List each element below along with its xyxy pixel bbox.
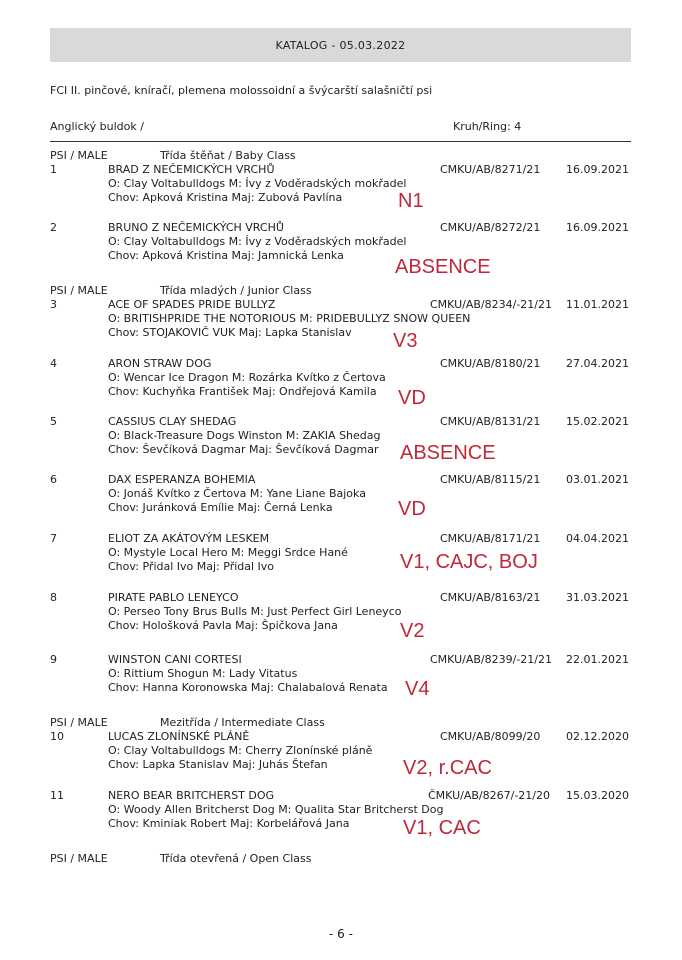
class-sex-label: PSI / MALE: [50, 852, 108, 865]
breeder-owner: Chov: Kminiak Robert Maj: Korbelářová Jana: [108, 817, 350, 830]
birth-date: 27.04.2021: [566, 357, 629, 370]
breeder-owner: Chov: Ševčíková Dagmar Maj: Ševčíková Dagmar: [108, 443, 379, 456]
page-number: - 6 -: [329, 927, 353, 941]
birth-date: 15.02.2021: [566, 415, 629, 428]
entry-number: 2: [50, 221, 57, 234]
breeder-owner: Chov: Apková Kristina Maj: Zubová Pavlína: [108, 191, 343, 204]
entry-number: 8: [50, 591, 57, 604]
catalog-header: [50, 28, 631, 62]
breeder-owner: Chov: Hološková Pavla Maj: Špičkova Jana: [108, 619, 338, 632]
birth-date: 16.09.2021: [566, 221, 629, 234]
birth-date: 15.03.2020: [566, 789, 629, 802]
judging-result: VD: [398, 387, 426, 409]
section-title: FCI II. pinčové, kníračí, plemena molossoidní a švýcarští salašničtí psi: [50, 84, 433, 97]
judging-result: VD: [398, 498, 426, 520]
class-sex-label: PSI / MALE: [50, 716, 108, 729]
entry-number: 4: [50, 357, 57, 370]
birth-date: 11.01.2021: [566, 298, 629, 311]
parents: O: Clay Voltabulldogs M: Ívy z Voděradských mokřadel: [108, 235, 407, 248]
entry-number: 6: [50, 473, 57, 486]
parents: O: Wencar Ice Dragon M: Rozárka Kvítko z Čertova: [108, 371, 386, 384]
dog-name: ELIOT ZA AKÁTOVÝM LESKEM: [108, 532, 270, 545]
class-sex-label: PSI / MALE: [50, 149, 108, 162]
dog-name: BRUNO Z NEČEMICKÝCH VRCHŮ: [108, 221, 284, 234]
breeder-owner: Chov: Lapka Stanislav Maj: Juhás Štefan: [108, 758, 328, 771]
registration-number: CMKU/AB/8115/21: [440, 473, 541, 486]
judging-result: V1, CAC: [403, 817, 481, 839]
judging-result: V2, r.CAC: [403, 757, 492, 779]
birth-date: 04.04.2021: [566, 532, 629, 545]
parents: O: Black-Treasure Dogs Winston M: ZAKIA Shedag: [108, 429, 381, 442]
parents: O: BRITISHPRIDE THE NOTORIOUS M: PRIDEBULLYZ SNOW QUEEN: [108, 312, 471, 325]
judging-result: V2: [400, 620, 425, 642]
registration-number: ČMKU/AB/8267/-21/20: [428, 789, 550, 802]
class-name: Třída otevřená / Open Class: [160, 852, 312, 865]
dog-name: BRAD Z NEČEMICKÝCH VRCHŮ: [108, 163, 275, 176]
registration-number: CMKU/AB/8180/21: [440, 357, 541, 370]
breeder-owner: Chov: Přidal Ivo Maj: Přidal Ivo: [108, 560, 275, 573]
parents: O: Clay Voltabulldogs M: Ívy z Voděradských mokřadel: [108, 177, 407, 190]
breeder-owner: Chov: STOJAKOVIČ VUK Maj: Lapka Stanislav: [108, 326, 352, 339]
breeder-owner: Chov: Juránková Emílie Maj: Černá Lenka: [108, 501, 333, 514]
registration-number: CMKU/AB/8272/21: [440, 221, 541, 234]
birth-date: 16.09.2021: [566, 163, 629, 176]
registration-number: CMKU/AB/8131/21: [440, 415, 541, 428]
entry-number: 5: [50, 415, 57, 428]
birth-date: 22.01.2021: [566, 653, 629, 666]
parents: O: Woody Allen Britcherst Dog M: Qualita Star Britcherst Dog: [108, 803, 444, 816]
parents: O: Clay Voltabulldogs M: Cherry Zlonínské pláně: [108, 744, 373, 757]
birth-date: 02.12.2020: [566, 730, 629, 743]
parents: O: Mystyle Local Hero M: Meggi Srdce Hané: [108, 546, 348, 559]
parents: O: Perseo Tony Brus Bulls M: Just Perfect Girl Leneyco: [108, 605, 402, 618]
judging-result: N1: [398, 190, 424, 212]
judging-result: V1, CAJC, BOJ: [400, 551, 538, 573]
breeder-owner: Chov: Kuchyňka František Maj: Ondřejová Kamila: [108, 385, 377, 398]
judging-result: ABSENCE: [395, 256, 491, 278]
registration-number: CMKU/AB/8163/21: [440, 591, 541, 604]
breeder-owner: Chov: Apková Kristina Maj: Jamnická Lenka: [108, 249, 344, 262]
dog-name: PIRATE PABLO LENEYCO: [108, 591, 239, 604]
dog-name: ARON STRAW DOG: [108, 357, 212, 370]
entry-number: 11: [50, 789, 64, 802]
breeder-owner: Chov: Hanna Koronowska Maj: Chalabalová Renata: [108, 681, 388, 694]
entry-number: 3: [50, 298, 57, 311]
catalog-title: KATALOG - 05.03.2022: [275, 38, 406, 52]
judging-result: V3: [393, 330, 418, 352]
parents: O: Jonáš Kvítko z Čertova M: Yane Liane Bajoka: [108, 487, 366, 500]
birth-date: 31.03.2021: [566, 591, 629, 604]
dog-name: DAX ESPERANZA BOHEMIA: [108, 473, 256, 486]
dog-name: WINSTON CANI CORTESI: [108, 653, 242, 666]
class-name: Třída štěňat / Baby Class: [160, 149, 296, 162]
registration-number: CMKU/AB/8271/21: [440, 163, 541, 176]
parents: O: Rittium Shogun M: Lady Vitatus: [108, 667, 298, 680]
dog-name: ACE OF SPADES PRIDE BULLYZ: [108, 298, 276, 311]
judging-result: ABSENCE: [400, 442, 496, 464]
class-sex-label: PSI / MALE: [50, 284, 108, 297]
entry-number: 7: [50, 532, 57, 545]
dog-name: CASSIUS CLAY SHEDAG: [108, 415, 237, 428]
registration-number: CMKU/AB/8234/-21/21: [430, 298, 552, 311]
ring-label: Kruh/Ring: 4: [453, 120, 522, 133]
birth-date: 03.01.2021: [566, 473, 629, 486]
judging-result: V4: [405, 678, 430, 700]
header-divider: [50, 141, 631, 142]
entry-number: 1: [50, 163, 57, 176]
dog-name: NERO BEAR BRITCHERST DOG: [108, 789, 275, 802]
dog-name: LUCAS ZLONÍNSKÉ PLÁNĚ: [108, 730, 250, 743]
registration-number: CMKU/AB/8171/21: [440, 532, 541, 545]
entry-number: 10: [50, 730, 64, 743]
class-name: Třída mladých / Junior Class: [160, 284, 312, 297]
registration-number: CMKU/AB/8239/-21/21: [430, 653, 552, 666]
breed-name: Anglický buldok /: [50, 120, 144, 133]
class-name: Mezitřída / Intermediate Class: [160, 716, 325, 729]
entry-number: 9: [50, 653, 57, 666]
registration-number: CMKU/AB/8099/20: [440, 730, 541, 743]
